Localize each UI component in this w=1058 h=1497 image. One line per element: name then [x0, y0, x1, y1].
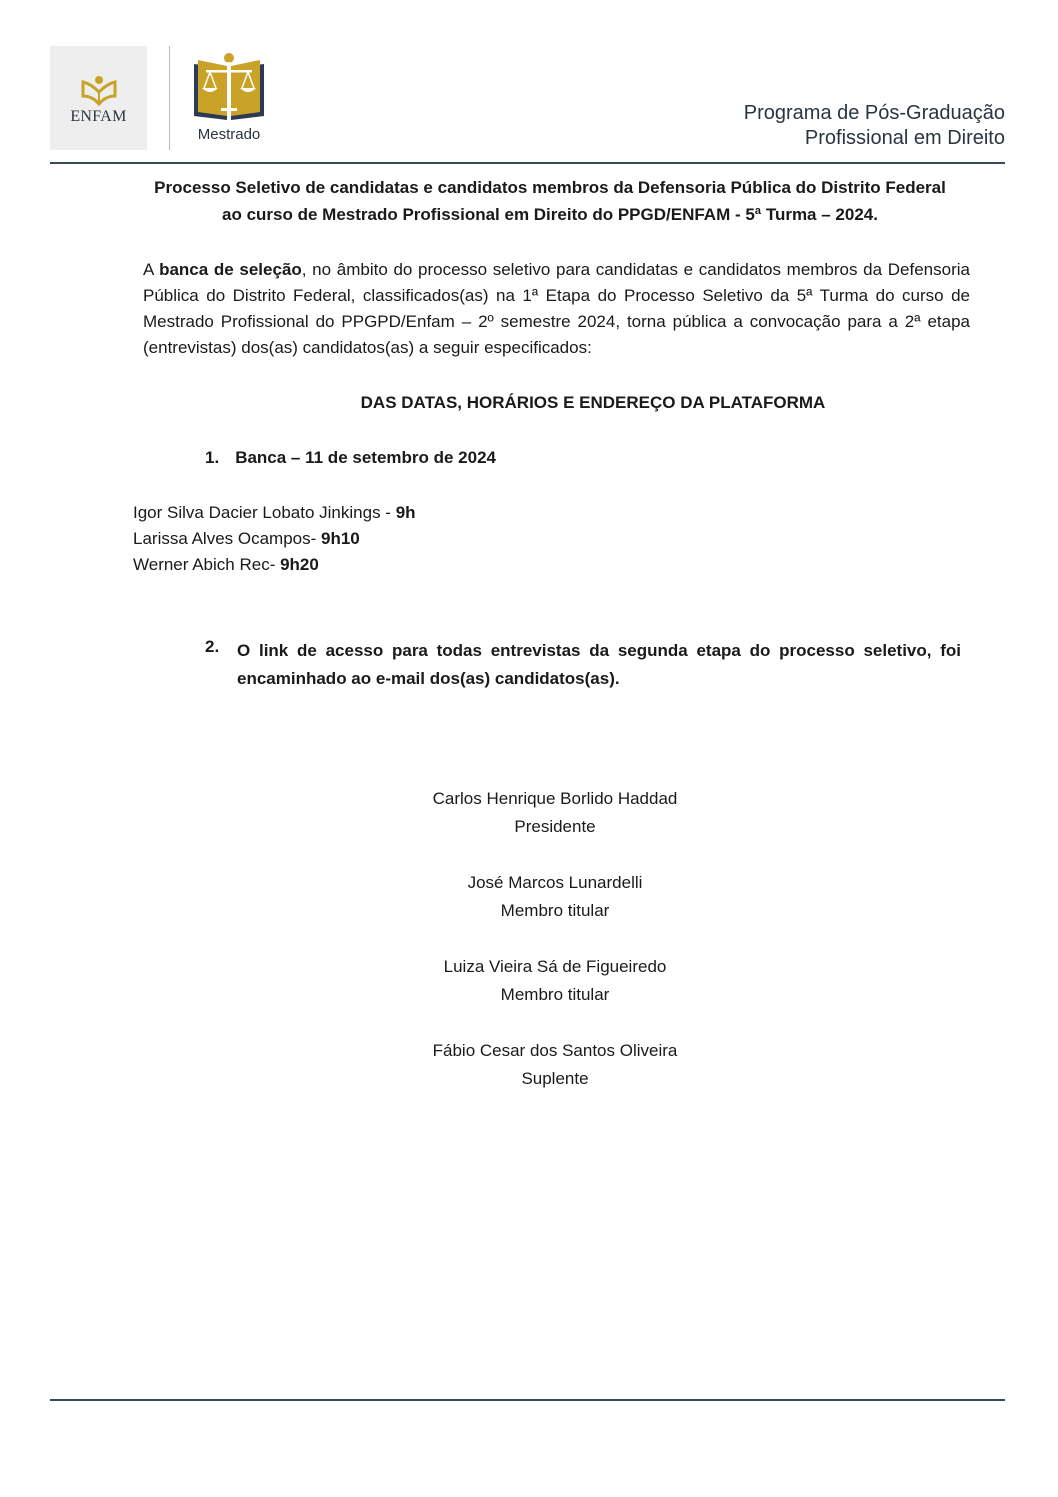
header-divider: [169, 46, 170, 150]
list-item-1-label: Banca – 11 de setembro de 2024: [235, 448, 496, 467]
program-title-line2: Profissional em Direito: [804, 127, 1005, 149]
program-title: [744, 101, 1005, 151]
section-heading: DAS DATAS, HORÁRIOS E ENDEREÇO DA PLATAFORMA: [360, 393, 826, 412]
enfam-logo-text: ENFAM: [70, 108, 127, 125]
signatory-name: Carlos Henrique Borlido Haddad: [432, 789, 678, 808]
enfam-logo: [50, 46, 147, 150]
list-item-1-number: 1.: [205, 448, 220, 467]
footer-rule: [50, 1399, 1005, 1401]
signatory-name: José Marcos Lunardelli: [467, 873, 643, 892]
header-rule: [50, 162, 1005, 164]
candidate-name: Igor Silva Dacier Lobato Jinkings -: [133, 503, 396, 522]
intro-prefix: A: [143, 260, 160, 279]
signatory: [330, 953, 780, 1009]
signatory-role: Presidente: [514, 817, 596, 836]
list-item-2-number: 2.: [205, 637, 220, 656]
program-title-line1: Programa de Pós-Graduação: [743, 102, 1005, 124]
signatory: [330, 785, 780, 841]
mestrado-book-scales-icon: [190, 50, 268, 122]
document-title-line2: ao curso de Mestrado Profissional em Direito do PPGD/ENFAM - 5ª Turma – 2024.: [222, 205, 878, 224]
signatory-role: Suplente: [521, 1069, 589, 1088]
candidate-row: [133, 500, 416, 526]
list-item-1: [205, 448, 496, 468]
candidate-name: Larissa Alves Ocampos-: [133, 529, 322, 548]
candidate-time: 9h: [395, 503, 416, 522]
mestrado-logo-text: Mestrado: [197, 126, 261, 143]
candidate-time: 9h20: [280, 555, 319, 574]
list-item-2-text: O link de acesso para todas entrevistas da segunda etapa do processo seletivo, foi encaminhado ao e-mail dos(as) candidatos(as).: [237, 641, 961, 688]
intro-paragraph: [143, 257, 970, 361]
candidate-time: 9h10: [321, 529, 360, 548]
document-title: [80, 174, 1020, 228]
candidate-row: [133, 526, 416, 552]
signatory: [330, 869, 780, 925]
candidate-row: [133, 552, 416, 578]
signatory-name: Fábio Cesar dos Santos Oliveira: [432, 1041, 678, 1060]
signatory-name: Luiza Vieira Sá de Figueiredo: [443, 957, 667, 976]
signatory: [330, 1037, 780, 1093]
enfam-emblem-icon: [80, 74, 118, 106]
candidate-list: [133, 500, 416, 578]
intro-bold-banca: banca de seleção: [159, 260, 302, 279]
intro-rest: , no âmbito do processo seletivo para candidatas e candidatos membros da Defensoria Pública do Distrito Federal, classificados(as) na 1ª Etapa do Processo Seletivo da 5ª Turma do curso de Mestrado Profissional do PPGPD/Enfam – 2º semestre 2024, torna pública a convocação para a 2ª etapa (entrevistas) dos(as) candidatos(as) a seguir especificados:: [143, 260, 970, 357]
candidate-name: Werner Abich Rec-: [133, 555, 281, 574]
signature-block: [330, 785, 780, 1121]
signatory-role: Membro titular: [500, 985, 610, 1004]
document-title-line1: Processo Seletivo de candidatas e candidatos membros da Defensoria Pública do Distrito Federal: [154, 178, 946, 197]
signatory-role: Membro titular: [500, 901, 610, 920]
